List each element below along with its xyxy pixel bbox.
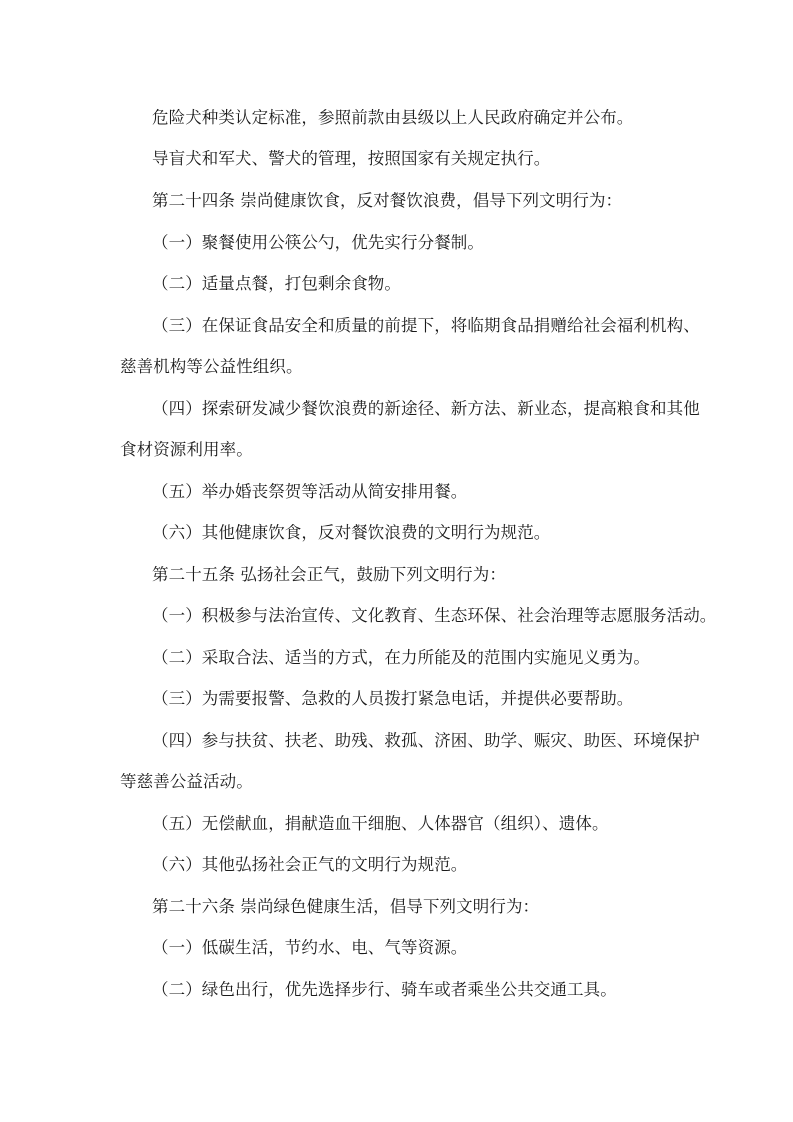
list-item: （一）聚餐使用公筷公勺，优先实行分餐制。 bbox=[152, 233, 484, 252]
list-item: （二）采取合法、适当的方式，在力所能及的范围内实施见义勇为。 bbox=[152, 648, 650, 667]
article-heading-26: 第二十六条 崇尚绿色健康生活，倡导下列文明行为： bbox=[152, 897, 540, 916]
article-heading-24: 第二十四条 崇尚健康饮食，反对餐饮浪费，倡导下列文明行为： bbox=[152, 191, 623, 210]
list-item: （四）参与扶贫、扶老、助残、救孤、济困、助学、赈灾、助医、环境保护 bbox=[152, 731, 700, 750]
list-item: （一）积极参与法治宣传、文化教育、生态环保、社会治理等志愿服务活动。 bbox=[152, 606, 717, 625]
list-item: （六）其他健康饮食，反对餐饮浪费的文明行为规范。 bbox=[152, 523, 551, 542]
list-item: （四）探索研发减少餐饮浪费的新途径、新方法、新业态，提高粮食和其他 bbox=[152, 399, 700, 418]
list-item: （二）适量点餐，打包剩余食物。 bbox=[152, 274, 401, 293]
list-item-continuation: 等慈善公益活动。 bbox=[120, 772, 253, 791]
paragraph-line: 危险犬种类认定标准，参照前款由县级以上人民政府确定并公布。 bbox=[152, 108, 634, 127]
article-heading-25: 第二十五条 弘扬社会正气，鼓励下列文明行为： bbox=[152, 565, 506, 584]
list-item: （五）举办婚丧祭贺等活动从简安排用餐。 bbox=[152, 482, 468, 501]
list-item: （一）低碳生活，节约水、电、气等资源。 bbox=[152, 938, 468, 957]
list-item: （五）无偿献血，捐献造血干细胞、人体器官（组织）、遗体。 bbox=[152, 814, 609, 833]
list-item-continuation: 慈善机构等公益性组织。 bbox=[120, 357, 303, 376]
list-item: （六）其他弘扬社会正气的文明行为规范。 bbox=[152, 855, 468, 874]
list-item: （二）绿色出行，优先选择步行、骑车或者乘坐公共交通工具。 bbox=[152, 980, 617, 999]
paragraph-line: 导盲犬和军犬、警犬的管理，按照国家有关规定执行。 bbox=[152, 149, 551, 168]
list-item: （三）为需要报警、急救的人员拨打紧急电话，并提供必要帮助。 bbox=[152, 689, 634, 708]
list-item-continuation: 食材资源利用率。 bbox=[120, 440, 253, 459]
list-item: （三）在保证食品安全和质量的前提下，将临期食品捐赠给社会福利机构、 bbox=[152, 316, 700, 335]
